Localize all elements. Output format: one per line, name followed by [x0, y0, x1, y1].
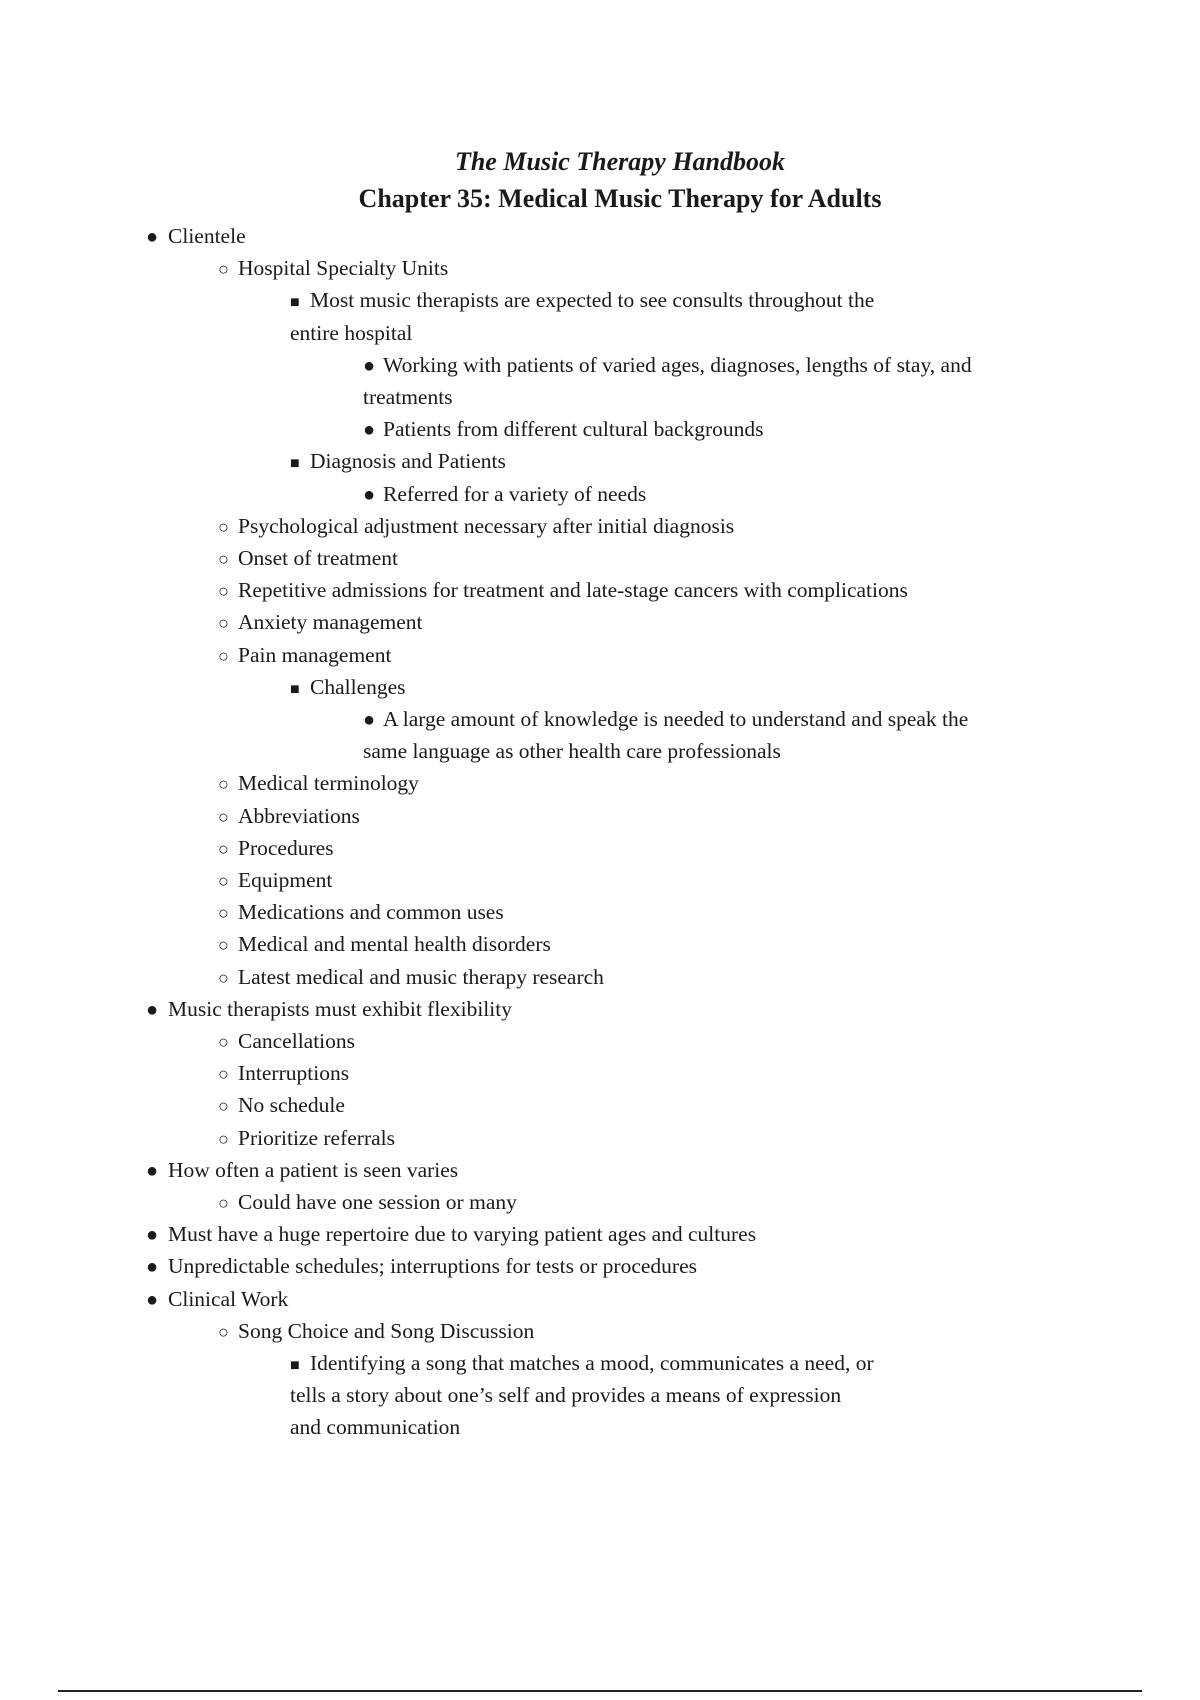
- outline-line-level-4: [363, 349, 972, 382]
- bullet-marker: ●: [146, 1256, 159, 1279]
- outline-line-text: Latest medical and music therapy research: [238, 964, 604, 989]
- bullet-marker: ○: [218, 581, 229, 602]
- outline-line-text: How often a patient is seen varies: [168, 1157, 459, 1182]
- outline-line-text: Pain management: [238, 642, 392, 667]
- outline-line-level-4: [363, 381, 453, 413]
- bullet-marker: ●: [363, 709, 376, 731]
- bullet-marker: ●: [363, 354, 376, 377]
- outline-line-text: Working with patients of varied ages, diagnoses, lengths of stay, and: [383, 352, 972, 377]
- bullet-marker: ■: [290, 455, 300, 473]
- outline-line-level-3: [290, 445, 506, 480]
- outline-line-level-2: [218, 252, 448, 285]
- bullet-marker: ○: [218, 613, 229, 634]
- outline-line-text: same language as other health care professionals: [363, 739, 781, 764]
- outline-line-level-2: [218, 639, 391, 672]
- outline-line-level-3: [290, 284, 874, 319]
- outline-line-text: Music therapists must exhibit flexibility: [168, 996, 512, 1021]
- bullet-marker: ○: [218, 903, 229, 924]
- outline-line-level-2: [218, 542, 398, 575]
- outline-line-text: Unpredictable schedules; interruptions for tests or procedures: [168, 1254, 697, 1279]
- outline-line-level-4: [363, 703, 968, 736]
- outline-line-level-2: [218, 1122, 395, 1155]
- outline-line-level-3: [290, 317, 412, 349]
- outline-line-level-2: [218, 961, 604, 994]
- footer-rule: [58, 1690, 1142, 1692]
- outline-line-level-1: [146, 1154, 458, 1187]
- outline-line-level-2: [218, 606, 422, 639]
- bullet-marker: ○: [218, 1321, 229, 1342]
- bullet-marker: ○: [218, 838, 229, 859]
- bullet-marker: ○: [218, 967, 229, 988]
- outline-line-level-2: [218, 896, 504, 929]
- outline-line-level-2: [218, 928, 551, 961]
- outline-line-level-2: [218, 574, 908, 607]
- bullet-marker: ■: [290, 294, 300, 312]
- bullet-marker: ●: [146, 1159, 159, 1182]
- outline-line-level-1: [146, 1218, 756, 1251]
- outline-line-level-4: [363, 735, 781, 767]
- bullet-marker: ●: [146, 998, 159, 1021]
- bullet-marker: ■: [290, 680, 300, 698]
- outline-line-level-3: [290, 671, 406, 706]
- outline-line-text: Interruptions: [238, 1061, 350, 1086]
- outline-line-level-2: [218, 510, 734, 543]
- outline-line-text: Challenges: [310, 674, 406, 699]
- chapter-heading: Chapter 35: Medical Music Therapy for Adults: [358, 184, 882, 213]
- outline-line-text: Onset of treatment: [238, 546, 399, 570]
- outline-line-text: Procedures: [238, 835, 334, 860]
- outline-line-text: Prioritize referrals: [238, 1125, 395, 1150]
- outline-line-text: Patients from different cultural backgrounds: [383, 417, 764, 442]
- outline-line-text: Most music therapists are expected to see consults throughout the: [310, 288, 875, 313]
- outline-line-text: entire hospital: [290, 320, 413, 345]
- outline-line-text: Anxiety management: [238, 610, 423, 635]
- outline-line-text: Identifying a song that matches a mood, communicates a need, or: [310, 1351, 874, 1375]
- outline-line-level-4: [363, 478, 646, 511]
- outline-line-text: Song Choice and Song Discussion: [238, 1318, 535, 1343]
- bullet-marker: ●: [363, 419, 376, 442]
- outline-line-text: Hospital Specialty Units: [238, 256, 449, 281]
- outline-line-level-1: [146, 993, 512, 1026]
- outline-line-level-2: [218, 1025, 355, 1058]
- outline-line-level-2: [218, 1315, 534, 1348]
- bullet-marker: ●: [146, 226, 159, 248]
- bullet-marker: ○: [218, 935, 229, 956]
- outline-line-text: Must have a huge repertoire due to varying patient ages and cultures: [168, 1222, 757, 1247]
- outline-line-text: Psychological adjustment necessary after initial diagnosis: [238, 513, 735, 538]
- outline-line-text: Cancellations: [238, 1029, 356, 1053]
- bullet-marker: ○: [218, 1096, 229, 1117]
- outline-line-level-2: [218, 1089, 345, 1122]
- bullet-marker: ○: [218, 1032, 229, 1052]
- bullet-marker: ○: [218, 1128, 229, 1149]
- bullet-marker: ○: [218, 645, 229, 666]
- outline-line-level-2: [218, 767, 419, 800]
- bullet-marker: ○: [218, 259, 229, 280]
- outline-line-level-2: [218, 832, 334, 865]
- outline-line-level-3: [290, 1347, 874, 1382]
- bullet-marker: ○: [218, 1193, 229, 1213]
- outline-line-level-2: [218, 1186, 517, 1219]
- outline-line-text: and communication: [290, 1415, 461, 1440]
- outline-line-level-1: [146, 220, 246, 253]
- outline-line-text: Medical and mental health disorders: [238, 932, 551, 957]
- outline-line-text: Medical terminology: [238, 771, 419, 796]
- outline-line-text: Abbreviations: [238, 803, 360, 828]
- bullet-marker: ○: [218, 1064, 229, 1085]
- outline-line-level-2: [218, 1057, 349, 1090]
- bullet-marker: ○: [218, 549, 229, 569]
- bullet-marker: ○: [218, 806, 229, 827]
- outline-line-level-3: [290, 1411, 460, 1443]
- outline-line-text: tells a story about one’s self and provides a means of expression: [290, 1383, 842, 1408]
- outline-line-text: Could have one session or many: [238, 1190, 517, 1214]
- outline-line-text: treatments: [363, 385, 453, 409]
- bullet-marker: ○: [218, 516, 229, 537]
- bullet-marker: ●: [146, 1224, 159, 1247]
- bullet-marker: ■: [290, 1357, 300, 1374]
- outline-line-text: No schedule: [238, 1093, 345, 1118]
- outline-line-text: Equipment: [238, 868, 333, 892]
- outline-line-level-2: [218, 800, 360, 833]
- outline-line-text: A large amount of knowledge is needed to understand and speak the: [383, 707, 969, 731]
- outline-line-text: Medications and common uses: [238, 900, 504, 925]
- bullet-marker: ○: [218, 774, 229, 795]
- outline-line-text: Clinical Work: [168, 1286, 289, 1311]
- outline-line-level-4: [363, 413, 764, 446]
- bullet-marker: ●: [363, 483, 376, 506]
- outline-line-level-2: [218, 864, 332, 897]
- outline-line-level-3: [290, 1379, 841, 1411]
- outline-line-text: Diagnosis and Patients: [310, 449, 506, 474]
- outline-line-text: Referred for a variety of needs: [383, 481, 647, 506]
- outline-line-text: Repetitive admissions for treatment and late-stage cancers with complications: [238, 578, 908, 603]
- outline-line-level-1: [146, 1283, 288, 1316]
- book-title: The Music Therapy Handbook: [454, 147, 786, 176]
- bullet-marker: ○: [218, 871, 229, 891]
- outline-line-level-1: [146, 1250, 697, 1283]
- outline-line-text: Clientele: [168, 224, 246, 248]
- bullet-marker: ●: [146, 1288, 159, 1311]
